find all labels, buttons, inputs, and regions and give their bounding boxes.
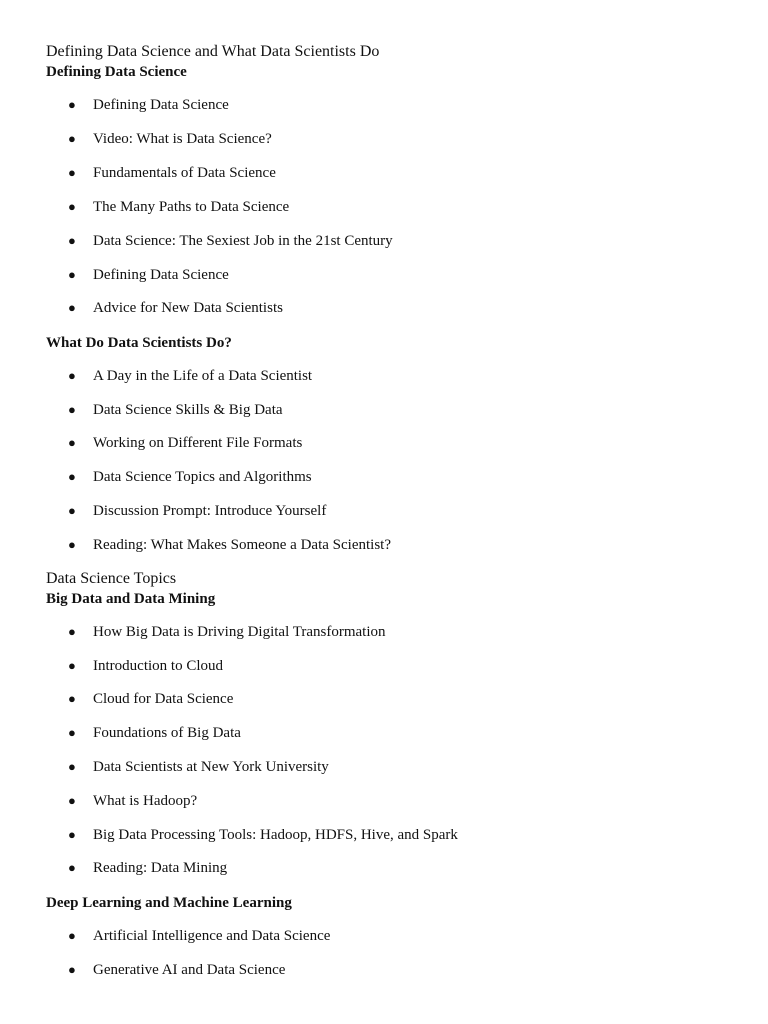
bullet-icon: ● [68,725,76,740]
list-item-text: What is Hadoop? [93,793,198,809]
list-item-text: Generative AI and Data Science [93,962,286,978]
bullet-icon: ● [68,233,76,248]
list-item-text: Working on Different File Formats [93,435,303,451]
bullet-icon: ● [68,691,76,706]
list-item-text: Cloud for Data Science [93,691,234,707]
bullet-icon: ● [68,759,76,774]
list-item-text: A Day in the Life of a Data Scientist [93,368,313,384]
bullet-icon: ● [68,435,76,450]
bullet-icon: ● [68,658,76,673]
list-item-text: Discussion Prompt: Introduce Yourself [93,503,327,519]
list-item-text: Data Scientists at New York University [93,759,329,775]
list-item-text: Reading: What Makes Someone a Data Scientist? [93,537,391,553]
bullet-icon: ● [68,469,76,484]
list-item-text: Fundamentals of Data Science [93,165,276,181]
list-item-text: Data Science Skills & Big Data [93,402,283,418]
bullet-icon: ● [68,402,76,417]
section-title: Data Science Topics [46,570,177,587]
list-item-text: How Big Data is Driving Digital Transformation [93,624,386,640]
group-heading: Big Data and Data Mining [46,591,216,607]
group-heading: What Do Data Scientists Do? [46,335,232,351]
list-item-text: Big Data Processing Tools: Hadoop, HDFS, Hive, and Spark [93,827,458,843]
list-item-text: Video: What is Data Science? [93,131,272,147]
bullet-icon: ● [68,165,76,180]
bullet-icon: ● [68,97,76,112]
list-item-text: Data Science Topics and Algorithms [93,469,312,485]
bullet-icon: ● [68,503,76,518]
list-item-text: Data Science: The Sexiest Job in the 21st Century [93,233,393,249]
list-item-text: Advice for New Data Scientists [93,300,283,316]
bullet-icon: ● [68,928,76,943]
group-heading: Defining Data Science [46,64,187,80]
bullet-icon: ● [68,962,76,977]
bullet-icon: ● [68,537,76,552]
bullet-icon: ● [68,860,76,875]
bullet-icon: ● [68,131,76,146]
list-item-text: Reading: Data Mining [93,860,228,876]
bullet-icon: ● [68,267,76,282]
list-item-text: Artificial Intelligence and Data Science [93,928,331,944]
list-item-text: The Many Paths to Data Science [93,199,290,215]
list-item-text: Defining Data Science [93,267,229,283]
bullet-icon: ● [68,624,76,639]
list-item-text: Defining Data Science [93,97,229,113]
list-item-text: Introduction to Cloud [93,658,223,674]
bullet-icon: ● [68,199,76,214]
bullet-icon: ● [68,793,76,808]
section-title: Defining Data Science and What Data Scientists Do [46,43,380,60]
group-heading: Deep Learning and Machine Learning [46,895,292,911]
list-item-text: Foundations of Big Data [93,725,241,741]
bullet-icon: ● [68,300,76,315]
bullet-icon: ● [68,827,76,842]
bullet-icon: ● [68,368,76,383]
